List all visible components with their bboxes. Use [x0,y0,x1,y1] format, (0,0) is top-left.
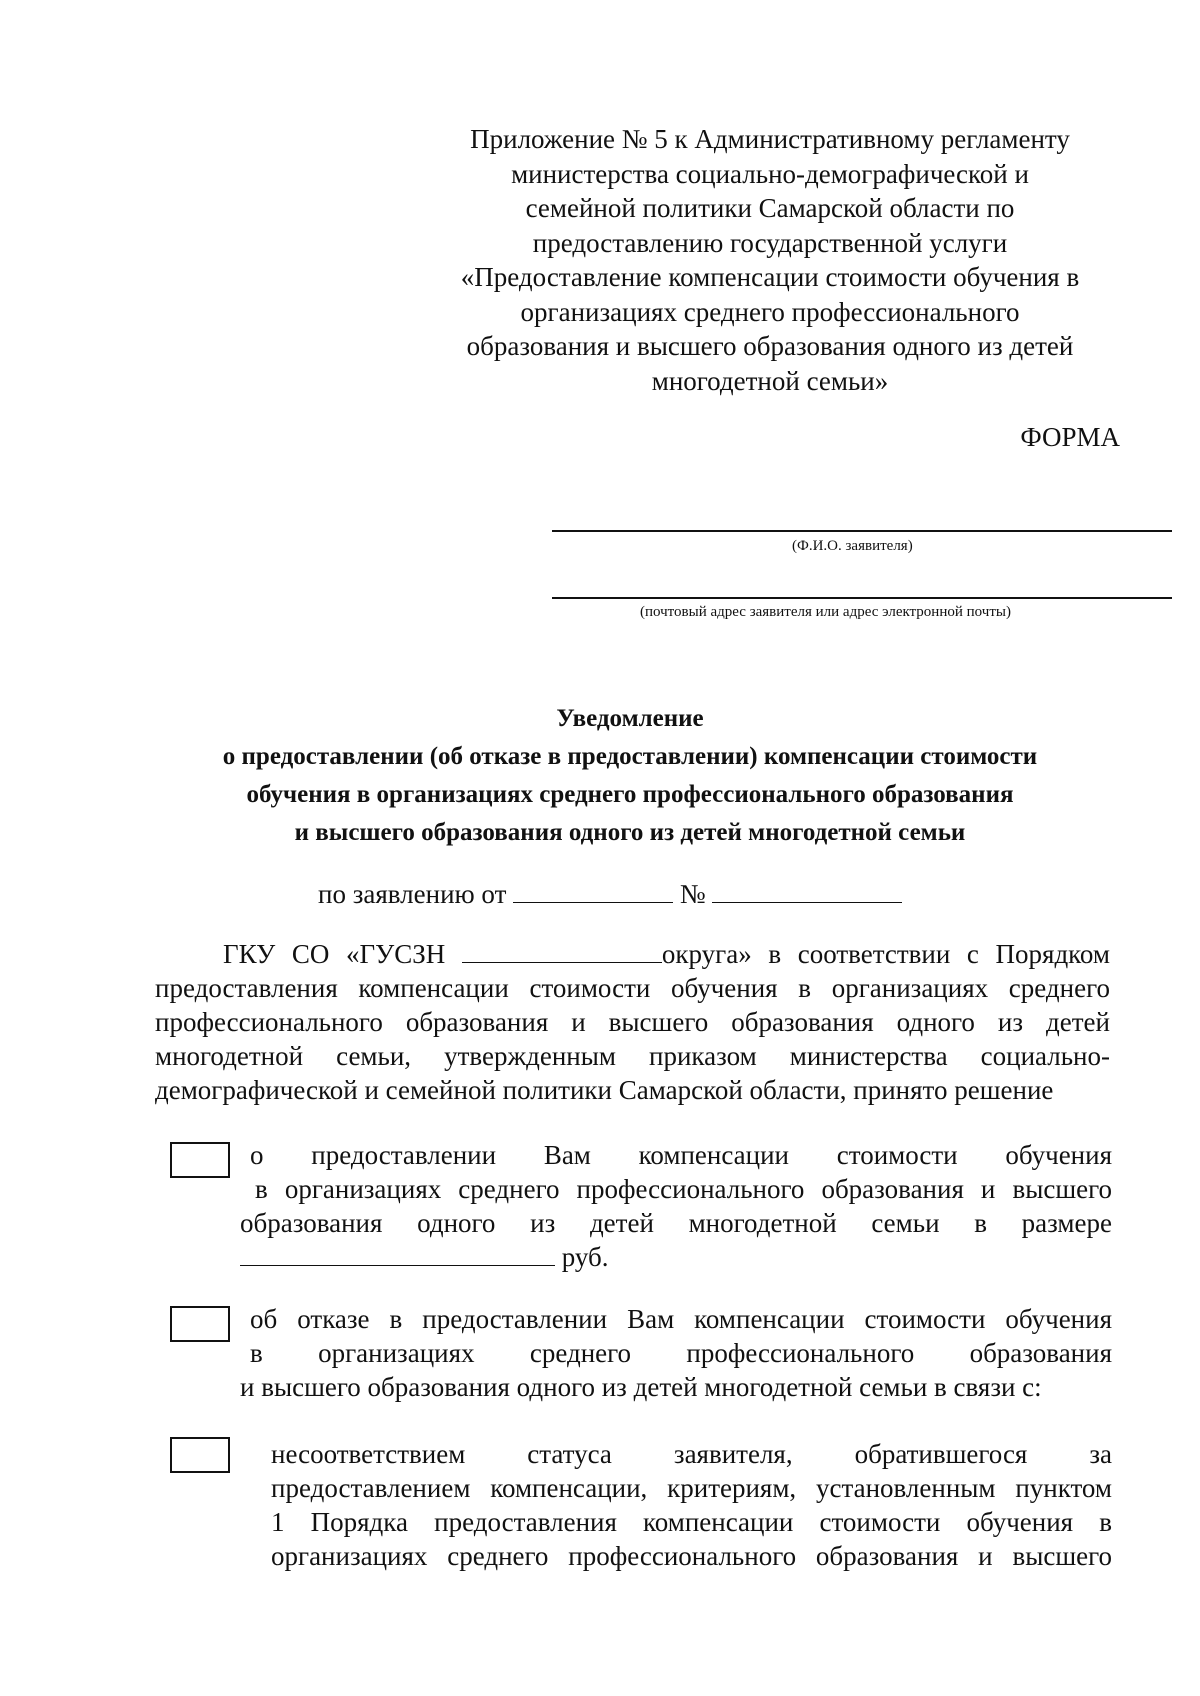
reason-line: несоответствием статуса заявителя, обратившегося за [271,1439,1112,1469]
forma-label: ФОРМА [1020,422,1120,452]
applicant-address-caption: (почтовый адрес заявителя или адрес электронной почты) [640,604,1011,620]
application-number-blank[interactable] [712,878,902,903]
title-line: о предоставлении (об отказе в предоставлении) компенсации стоимости [222,743,1038,770]
notice-title [120,700,1140,852]
reason-line: организациях среднего профессионального образования и высшего [271,1541,1112,1571]
grant-checkbox[interactable] [170,1142,230,1178]
appendix-line: Приложение № 5 к Административному регламенту [470,124,1070,154]
grant-amount-line [240,1240,1112,1274]
district-blank[interactable] [462,938,662,963]
title-line: и высшего образования одного из детей многодетной семьи [294,819,966,846]
applicant-address-line[interactable] [552,597,1172,599]
refusal-line: и высшего образования одного из детей многодетной семьи в связи с: [240,1372,1042,1402]
agency-suffix: округа» в соответствии с Порядком [661,939,1110,969]
refusal-line: об отказе в предоставлении Вам компенсации стоимости обучения [250,1304,1112,1334]
decision-first-line [155,937,1110,971]
application-date-label: по заявлению от [318,879,507,909]
title-line: обучения в организациях среднего профессионального образования [246,781,1014,808]
grant-line: в организациях среднего профессионального образования и высшего [255,1174,1112,1204]
decision-line: многодетной семьи, утвержденным приказом министерства социально- [155,1041,1110,1071]
application-number-sign: № [679,879,706,909]
appendix-line: образования и высшего образования одного из детей [466,331,1074,361]
appendix-line: «Предоставление компенсации стоимости обучения в [460,262,1080,292]
appendix-line: семейной политики Самарской области по [525,193,1015,223]
currency-label: руб. [561,1242,609,1272]
refusal-option-text [240,1302,1112,1404]
reason-status-checkbox[interactable] [170,1437,230,1473]
grant-amount-blank[interactable] [240,1241,555,1266]
refusal-line: в организациях среднего профессионального образования [250,1338,1112,1368]
appendix-line: организациях среднего профессионального [520,296,1020,327]
decision-line: профессионального образования и высшего образования одного из детей [155,1007,1110,1037]
application-date-blank[interactable] [513,878,673,903]
refusal-checkbox[interactable] [170,1306,230,1342]
appendix-header [420,122,1120,398]
decision-line: предоставления компенсации стоимости обучения в организациях среднего [155,973,1110,1003]
reason-line: предоставлением компенсации, критериям, установленным пунктом [271,1473,1112,1503]
reason-status-text [271,1437,1112,1573]
appendix-line: министерства социально-демографической и [511,158,1029,189]
decision-line: демографической и семейной политики Самарской области, принято решение [155,1075,1054,1105]
reason-line: 1 Порядка предоставления компенсации стоимости обучения в [271,1507,1112,1537]
grant-option-text [240,1138,1112,1274]
appendix-line: многодетной семьи» [651,365,889,396]
appendix-line: предоставлению государственной услуги [532,227,1008,258]
application-reference [318,878,902,910]
grant-line: образования одного из детей многодетной семьи в размере [240,1208,1112,1238]
title-line: Уведомление [556,705,704,732]
agency-prefix: ГКУ СО «ГУСЗН [223,939,446,969]
grant-line: о предоставлении Вам компенсации стоимости обучения [250,1140,1112,1170]
applicant-name-line[interactable] [552,530,1172,532]
decision-paragraph [155,937,1110,1107]
applicant-name-caption: (Ф.И.О. заявителя) [792,538,913,554]
